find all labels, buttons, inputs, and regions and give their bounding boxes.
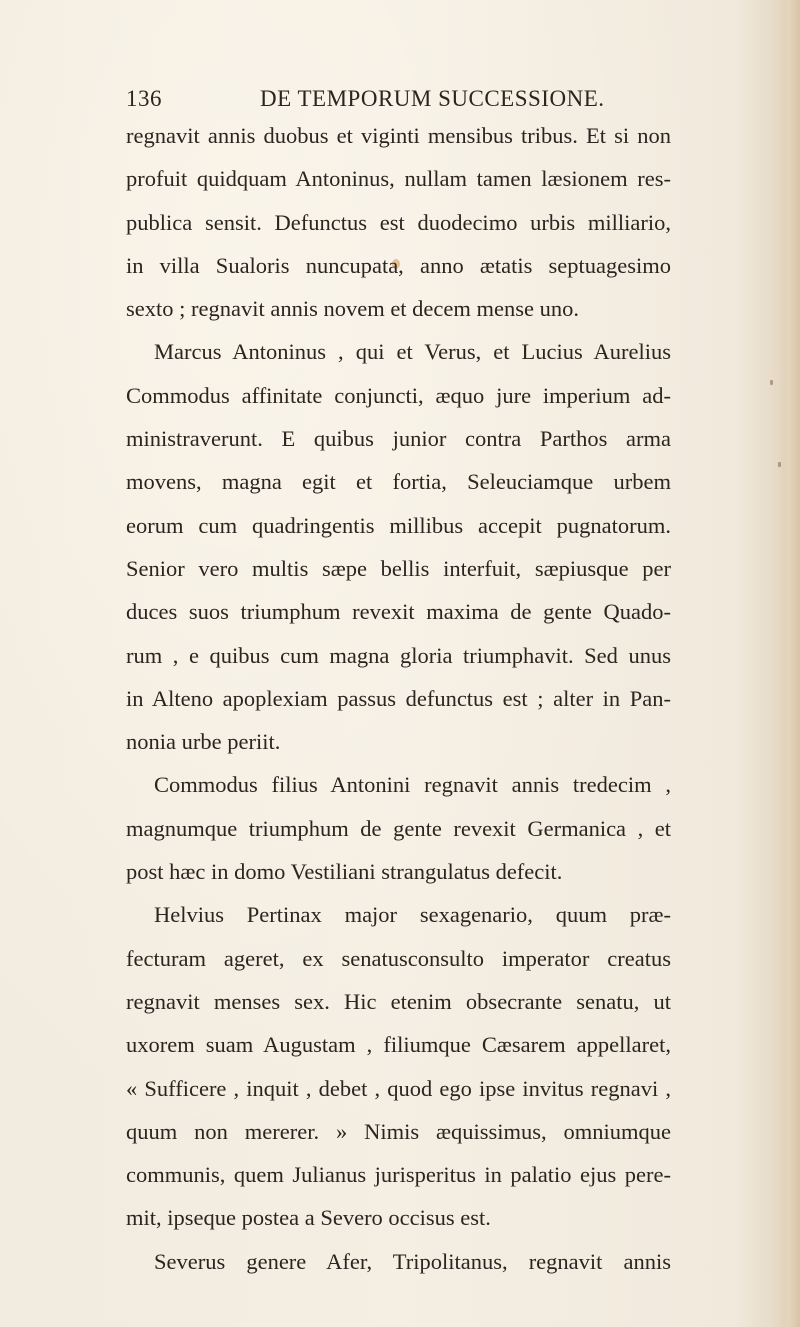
running-title: DE TEMPORUM SUCCESSIONE.: [260, 86, 605, 111]
paragraph-start-line: Commodus filius Antonini regnavit annis tredecim ,: [154, 772, 671, 798]
text-line: eorum cum quadringentis millibus accepit pugnatorum.: [126, 512, 671, 538]
text-line: Senior vero multis sæpe bellis interfuit, sæpiusque per: [126, 555, 671, 581]
text-line: quum non mererer. » Nimis æquissimus, omniumque: [126, 1118, 671, 1144]
text-line: mit, ipseque postea a Severo occisus est.: [126, 1205, 491, 1231]
text-line: « Sufficere , inquit , debet , quod ego ipse invitus regnavi ,: [126, 1075, 671, 1101]
text-line: ministraverunt. E quibus junior contra Parthos arma: [126, 426, 671, 452]
body-text: [126, 114, 671, 1283]
text-line: movens, magna egit et fortia, Seleuciamque urbem: [126, 469, 671, 495]
text-line: regnavit annis duobus et viginti mensibus tribus. Et si non: [126, 123, 671, 148]
text-line: sexto ; regnavit annis novem et decem mense uno.: [126, 296, 579, 322]
paragraph-start-line: Marcus Antoninus , qui et Verus, et Lucius Aurelius: [154, 339, 671, 365]
text-line: Commodus affinitate conjuncti, æquo jure imperium ad-: [126, 382, 671, 408]
text-line: magnumque triumphum de gente revexit Germanica , et: [126, 815, 671, 841]
page-number: 136: [126, 86, 162, 111]
text-line: duces suos triumphum revexit maxima de gente Quado-: [126, 599, 671, 625]
text-line: in Alteno apoplexiam passus defunctus est ; alter in Pan-: [126, 685, 671, 711]
text-line: in villa Sualoris nuncupata, anno ætatis septuagesimo: [126, 252, 671, 278]
margin-mark: [770, 380, 773, 385]
text-line: fecturam ageret, ex senatusconsulto imperator creatus: [126, 945, 671, 971]
margin-mark: [778, 462, 781, 467]
text-line: post hæc in domo Vestiliani strangulatus defecit.: [126, 859, 563, 885]
text-line: communis, quem Julianus jurisperitus in palatio ejus pere-: [126, 1162, 671, 1188]
text-line: uxorem suam Augustam , filiumque Cæsarem appellaret,: [126, 1032, 671, 1058]
paragraph-start-line: Helvius Pertinax major sexagenario, quum præ-: [154, 902, 671, 928]
text-line: publica sensit. Defunctus est duodecimo urbis milliario,: [126, 209, 671, 235]
page-edge-shadow: [778, 0, 800, 1327]
text-line: profuit quidquam Antoninus, nullam tamen læsionem res-: [126, 166, 671, 192]
text-line: rum , e quibus cum magna gloria triumphavit. Sed unus: [126, 642, 671, 668]
text-line: regnavit menses sex. Hic etenim obsecrante senatu, ut: [126, 988, 671, 1014]
text-line: nonia urbe periit.: [126, 729, 281, 755]
paragraph-start-line: Severus genere Afer, Tripolitanus, regnavit annis: [154, 1248, 671, 1274]
